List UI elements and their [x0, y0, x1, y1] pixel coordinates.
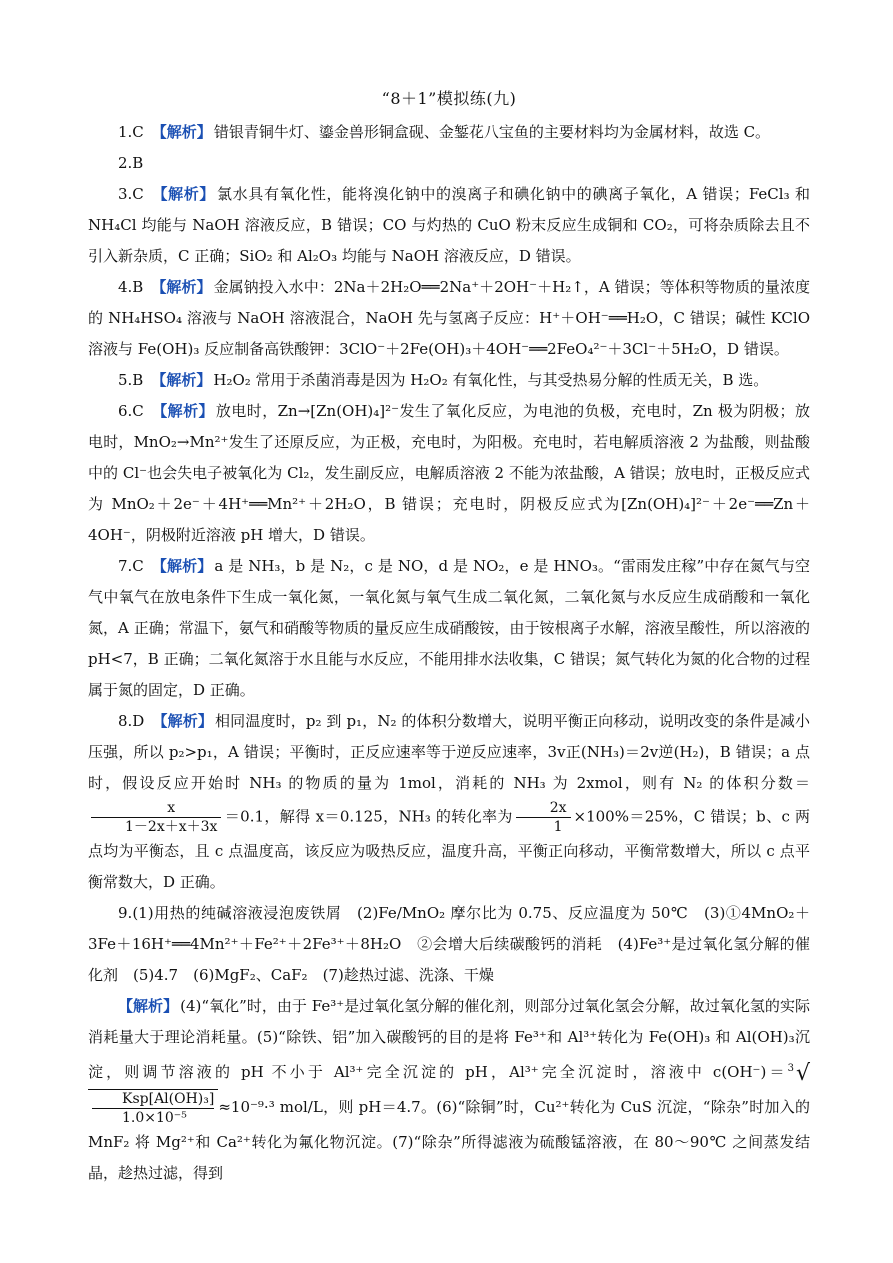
answer-item-1	[88, 117, 810, 148]
radical-sign: √	[795, 1060, 810, 1086]
analysis-tag: 【解析】	[151, 185, 216, 203]
analysis-tag: 【解析】	[151, 402, 214, 420]
answer-text: a 是 NH₃，b 是 N₂，c 是 NO，d 是 NO₂，e 是 HNO₃。“雷雨发庄稼”中存在氮气与空气中氧气在放电条件下生成一氧化氮，一氧化氮与氧气生成二氧化氮，二氧化氮与水反应生成硝酸和一氧化氮，A 正确；常温下，氨气和硝酸等物质的量反应生成硝酸铵，由于铵根离子水解，溶液呈酸性，所以溶液的 pH<7，B 正确；二氧化氮溶于水且能与水反应，不能用排水法收集，C 错误；氮气转化为氮的化合物的过程属于氮的固定，D 正确。	[88, 557, 810, 699]
answer-item-5	[88, 365, 810, 396]
answer-item-4	[88, 272, 810, 365]
answer-number: 4.B	[118, 278, 144, 296]
conversion-fraction-formula	[516, 799, 571, 836]
analysis-text: ≈10	[218, 1097, 250, 1116]
answer-page	[88, 86, 810, 1189]
answer-text: H₂O₂ 常用于杀菌消毒是因为 H₂O₂ 有氧化性，与其受热易分解的性质无关，B 选。	[213, 371, 769, 389]
analysis-tag: 【解析】	[118, 997, 179, 1015]
analysis-text: (4)“氧化”时，由于 Fe³⁺是过氧化氢分解的催化剂，则部分过氧化氢会分解，故过氧化氢的实际消耗量大于理论消耗量。(5)“除铁、铝”加入碳酸钙的目的是将 Fe³⁺和 Al³⁺转化为 Fe(OH)₃ 和 Al(OH)₃	[88, 997, 810, 1046]
answer-number: 7.C	[118, 557, 144, 575]
radicand-numerator: Ksp[Al(OH)₃]	[92, 1090, 214, 1109]
fraction-denominator: 1－2x＋x＋3x	[125, 819, 218, 835]
radicand	[88, 1089, 218, 1127]
root-index: 3	[787, 1063, 794, 1074]
analysis-text: 沉淀，则调节溶液的 pH 不小于 Al³⁺完全沉淀的 pH，Al³⁺完全沉淀时，溶液中 c(OH⁻)＝	[88, 1028, 810, 1081]
answer-item-8	[88, 706, 810, 898]
answer-item-7	[88, 551, 810, 706]
answer-text: 放电时，Zn→[Zn(OH)₄]²⁻发生了氧化反应，为电池的负极，充电时，Zn 极为阴极；放电时，MnO₂→Mn²⁺发生了还原反应，为正极，充电时，为阳极。充电时，若电解质溶液 2 为盐酸，则盐酸中的 Cl⁻也会失电子被氧化为 Cl₂，发生副反应，电解质溶液 2 不能为浓盐酸，A 错误；放电时，正极反应式为 MnO₂＋2e⁻＋4H⁺══Mn²⁺＋2H₂O，B 错误；充电时，阴极反应式为[Zn(OH)₄]²⁻＋2e⁻══Zn＋4OH⁻，阴极附近溶液 pH 增大，D 错误。	[88, 402, 810, 544]
equals-sign: ＝	[224, 807, 241, 826]
answer-number: 9.	[118, 904, 133, 922]
answer-item-2	[88, 148, 810, 179]
answer-text: (1)用热的纯碱溶液浸泡废铁屑 (2)Fe/MnO₂ 摩尔比为 0.75、反应温度为 50℃ (3)①4MnO₂＋3Fe＋16H⁺══4Mn²⁺＋Fe²⁺＋2Fe³⁺＋8H₂O ②会增大后续碳酸钙的消耗 (4)Fe³⁺是过氧化氢分解的催化剂 (5)4.7 (6)MgF₂、CaF₂ (7)趁热过滤、洗涤、干燥	[88, 904, 810, 984]
analysis-tag: 【解析】	[152, 712, 214, 730]
answer-number: 6.C	[118, 402, 144, 420]
analysis-tag: 【解析】	[151, 278, 212, 296]
answer-text: 错银青铜牛灯、鎏金兽形铜盒砚、金錾花八宝鱼的主要材料均为金属材料，故选 C。	[213, 123, 771, 141]
analysis-tag: 【解析】	[151, 557, 213, 575]
page-title: “8＋1”模拟练(九)	[381, 89, 517, 108]
answer-text: 金属钠投入水中：2Na＋2H₂O══2Na⁺＋2OH⁻＋H₂↑，A 错误；等体积等物质的量浓度的 NH₄HSO₄ 溶液与 NaOH 溶液混合，NaOH 先与氢离子反应：H⁺＋OH⁻══H₂O，C 错误；碱性 KClO 溶液与 Fe(OH)₃ 反应制备高铁酸钾：3ClO⁻＋2Fe(OH)₃＋4OH⁻══2FeO₄²⁻＋3Cl⁻＋5H₂O，D 错误。	[88, 278, 810, 358]
fraction-denominator: 1	[553, 819, 563, 835]
analysis-item-9	[88, 991, 810, 1189]
analysis-tag: 【解析】	[151, 123, 212, 141]
answer-text: 相同温度时，p₂ 到 p₁，N₂ 的体积分数增大，说明平衡正向移动，说明改变的条件是减小压强，所以 p₂>p₁，A 错误；平衡时，正反应速率等于逆反应速率，3v正(NH₃)＝2v逆(H₂)，B 错误；a 点时，假设反应开始时 NH₃ 的物质的量为 1mol，消耗的 NH₃ 为 2xmol，则有 N₂ 的体积分数＝	[88, 712, 810, 792]
analysis-text: ⁻⁹·³ mol/L，则 pH＝4.7。(6)“除铜”时，Cu²⁺转化为 CuS 沉淀，“除杂”时加入的 MnF₂ 将 Mg²⁺和 Ca²⁺转化为氟化物沉淀。(7)“除杂”所得滤液为硫酸锰溶液，在 80～90℃ 之间蒸发结晶，趁热过滤，得到	[88, 1097, 810, 1182]
fraction-numerator: 2x	[516, 799, 571, 818]
radicand-denominator: 1.0×10⁻⁵	[122, 1109, 187, 1126]
volume-fraction-formula	[91, 799, 221, 836]
answer-text: 氯水具有氧化性，能将溴化钠中的溴离子和碘化钠中的碘离子氧化，A 错误；FeCl₃ 和 NH₄Cl 均能与 NaOH 溶液反应，B 错误；CO 与灼热的 CuO 粉末反应生成铜和 CO₂，可将杂质除去且不引入新杂质，C 正确；SiO₂ 和 Al₂O₃ 均能与 NaOH 溶液反应，D 错误。	[88, 185, 810, 265]
answer-number: 5.B	[118, 371, 144, 389]
fraction-numerator: x	[91, 799, 221, 818]
answer-text-cont: 0.1，解得 x＝0.125，NH₃ 的转化率为	[240, 807, 513, 826]
answer-text-cont: ×100%＝25%，C 错误；b、c 两点均为平衡态，且 c 点温度高，该反应为吸热反应，温度升高，平衡正向移动，平衡常数增大，所以 c 点平衡常数大，D 正确。	[88, 807, 810, 891]
answer-item-6	[88, 396, 810, 551]
analysis-tag: 【解析】	[151, 371, 212, 389]
answer-item-9	[88, 898, 810, 991]
answer-number: 3.C	[118, 185, 144, 203]
answer-number: 8.D	[118, 712, 145, 730]
answer-item-3	[88, 179, 810, 272]
answer-number: 1.C	[118, 123, 144, 141]
answer-number: 2.B	[118, 154, 144, 172]
